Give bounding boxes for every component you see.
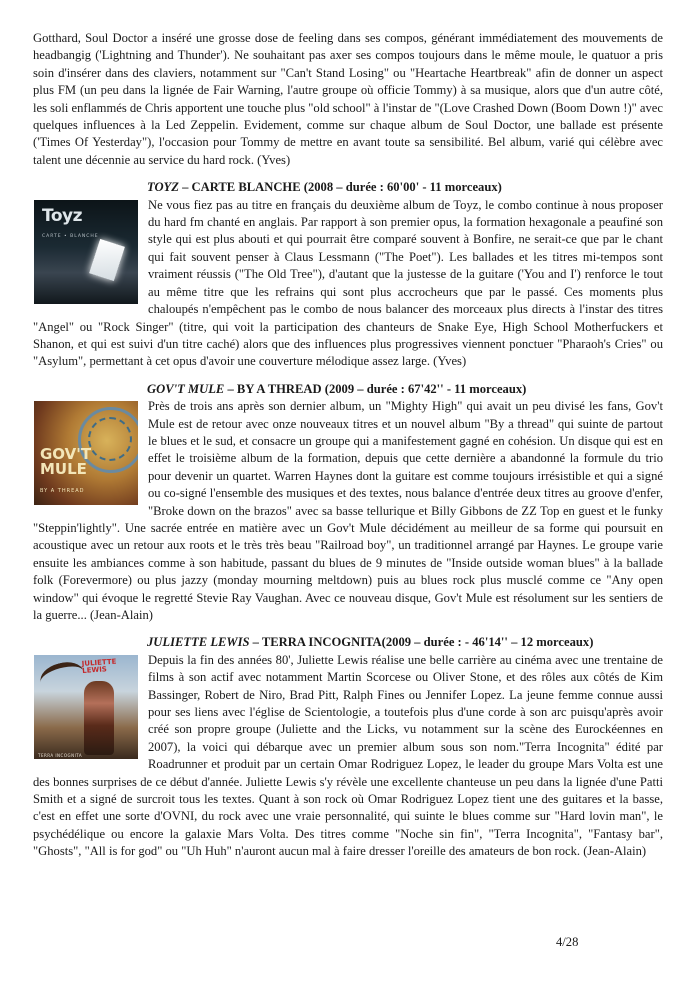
review-artist: JULIETTE LEWIS	[147, 635, 250, 650]
review-body: Près de trois ans après son dernier album, un "Mighty High" qui avait un peu divisé les fans, Gov't Mule est de retour avec onze nouveaux titres et un nouvel album "By a thread" qui suinte de partout le blues et le sud, et consacre un groupe qui a manifestement gagné en cohésion. Un disque qui est en effet le troisième album de la formation, depuis que cette dernière a abandonné la formule du trio pour devenir un quartet. Warren Haynes dont la guitare est comme toujours irrésistible et qui a signé ou co-signé l'ensemble des musiques et des textes, nous balance d'entrée deux titres au groove d'enfer, "Broke down on the brazos" avec sa basse tellurique et Billy Gibbons de ZZ Top en guest et le funky "Steppin'lightly". Une sacrée entrée en matière avec un Gov't Mule décidément au meilleur de sa forme qui poursuit en acoustique avec un retour aux roots et le très très beau "Railroad boy", un traditionnel arrangé par Haynes. Le groupe varie ensuite les ambiances comme à son habitude, passant du blues de 9 minutes de "Inside outside woman blues" à la ballade folk (Forevermore) ou plus jazzy (monday mourning meltdown) puis au blues rock plus musclé comme ce "Any open window" qui évoque le regretté Stevie Ray Vaughan. Avec ce nouveau disque, Gov't Mule est résolument sur les sentiers de la guerre... (Jean-Alain)	[33, 399, 663, 622]
review-juliette-lewis	[33, 634, 663, 860]
review-toyz	[33, 179, 663, 370]
cover-logo: Toyz	[42, 205, 82, 226]
review-body: Depuis la fin des années 80', Juliette Lewis réalise une belle carrière au cinéma avec une trentaine de films à son actif avec notamment Martin Scorcese ou Oliver Stone, et des rôles aux côtés de Kim Bassinger, Robert de Niro, Brad Pitt, Ralph Fines ou Jennifer Lopez. La jeune femme connue aussi pour ses liens avec l'église de Scientologie, a toutefois plus d'une corde à son arc puisqu'après avoir créé son propre groupe (Juliette and the Licks, vu notamment sur la scène des Eurockéennes en 2007), la voici qui débarque avec un premier album sous son nom."Terra Incognita" édité par Roadrunner et produit par un certain Omar Rodriguez Lopez, le leader du groupe Mars Volta est une des bonnes surprises de ce début d'année. Juliette Lewis s'y révèle une excellente chanteuse un peu dans la lignée d'une Patti Smith et a signé de surcroit tous les textes. Quant à son rock où Omar Rodriguez Lopez tient une des guitares et la basse, c'est en effet une sorte d'OVNI, du rock avec une vraie personnalité, qui suinte le blues comme sur "Hard lovin man", le psychédélique ou encore la galaxie Mars Volta. Des titres comme "Noche sin fin", "Terra Incognita", "Fantasy bar", "Ghosts", "All is for god" ou "Uh Huh" n'auront aucun mal à faire dresser l'oreille des amateurs de bon rock. (Jean-Alain)	[33, 652, 663, 859]
album-cover-image	[34, 200, 138, 304]
cover-subtitle: BY A THREAD	[40, 488, 85, 495]
intro-paragraph: Gotthard, Soul Doctor a inséré une grosse dose de feeling dans ses compos, générant immédiatement des mouvements de headbangig ('Lightning and Thunder'). Ne souhaitant pas axer ses compos toujours dans le même moule, le quatuor a pris soin d'insérer dans des claviers, notamment sur "Can't Stand Losing" ou "Heartache Heartbreak" afin de donner un aspect plus FM (un peu dans la lignée de Fair Warning, l'autre groupe où officie Tommy) à sa musique, alors que d'un autre côté, les soli enflammés de Chris apportent une touche plus "old school" à l'instar de "(Love Crashed Down (Boom Down !)" avec quelques influences à la Led Zeppelin. Evidement, comme sur chaque album de Soul Doctor, une ballade est présente ('Times Of Yesterday"), l'occasion pour Tommy de mettre en avant toute sa sensibilité. Bel album, varié qui célèbre avec talent une décennie au service du hard rock. (Yves)	[33, 31, 663, 167]
cover-bird-graphic	[37, 658, 86, 695]
cover-title: GOV'T MULE	[40, 445, 92, 479]
document-page	[33, 30, 663, 861]
review-artist: GOV'T MULE	[147, 381, 225, 396]
cover-figure-graphic	[84, 681, 114, 755]
review-govt-mule	[33, 381, 663, 625]
album-cover-image	[34, 401, 138, 505]
cover-subtitle: CARTE • BLANCHE	[42, 233, 99, 239]
review-album-info: – CARTE BLANCHE (2008 – durée : 60'00' - 11 morceaux)	[178, 180, 502, 195]
review-heading	[147, 179, 663, 196]
cover-artist-name: JULIETTE LEWIS	[81, 657, 117, 675]
review-album-info: – TERRA INCOGNITA(2009 – durée : - 46'14'' – 12 morceaux)	[249, 635, 594, 650]
review-heading	[147, 634, 663, 651]
cover-subtitle: TERRA INCOGNITA	[38, 752, 83, 758]
review-heading	[147, 381, 663, 398]
review-artist: TOYZ	[147, 180, 179, 195]
page-number: 4/28	[556, 935, 579, 949]
review-album-info: – BY A THREAD (2009 – durée : 67'42'' - 11 morceaux)	[224, 381, 527, 396]
album-cover-image	[34, 655, 138, 759]
review-body: Ne vous fiez pas au titre en français du deuxième album de Toyz, le combo continue à nous proposer du hard fm chanté en anglais. Par rapport à son premier opus, la formation hexagonale a peaufiné son style qui est plus abouti et qui pourrait être comparé souvent à Bonfire, ne serait-ce que par le chant qui fait souvent penser à Claus Lessmann ("The Poet"). Les ballades et les titres mi-tempos sont vraiment réussis ("The Old Tree"), d'autant que la justesse de la guitare ('You and I') renforce le tout au même titre que les refrains qui sont plus accrocheurs que par le passé. Ces moments plus chaloupés n'empêchent pas le combo de nous balancer des morceaux plus directs à l'instar des titres "Angel" ou "Rock Singer" (titre, qui voit la participation des chanteurs de Snake Eye, High School Motherfuckers et Shanon, et qui est suivi d'un titre caché) alors que des influences plus progressives viennent ponctuer "Pharaoh's Cries" ou "Asylum", permettant à cet opus d'avoir une couverture mélodique assez large. (Yves)	[33, 197, 663, 369]
